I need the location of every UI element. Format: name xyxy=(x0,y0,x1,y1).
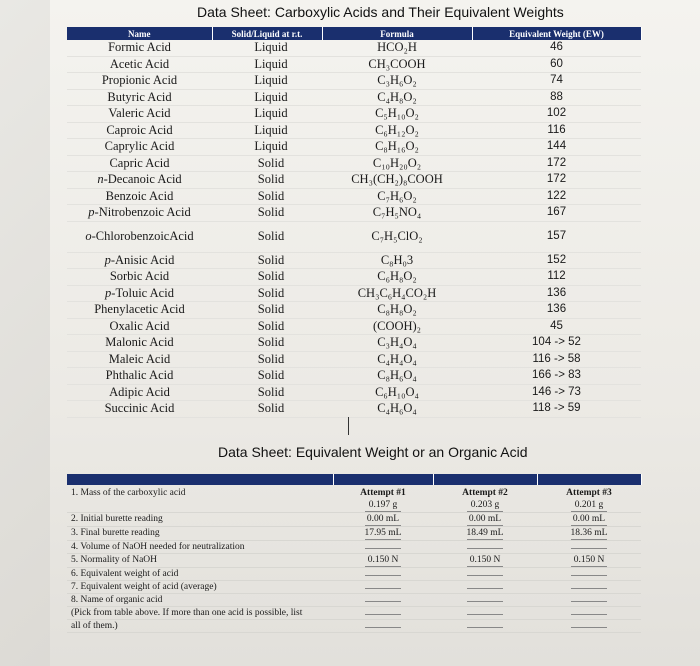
experiment-table-title: Data Sheet: Equivalent Weight or an Organic Acid xyxy=(218,444,528,460)
acid-formula: C₄H₄O₄ xyxy=(322,351,472,368)
acid-ew: 172 xyxy=(472,155,641,172)
attempt-2-cell[interactable] xyxy=(433,568,537,581)
experiment-label: 4. Volume of NaOH needed for neutralization xyxy=(67,541,333,554)
experiment-label: all of them.) xyxy=(67,620,333,633)
attempt-value: 17.95 mL xyxy=(364,528,402,538)
header-formula: Formula xyxy=(322,27,472,40)
acid-row xyxy=(67,221,641,252)
acid-state: Solid xyxy=(212,318,322,335)
acid-ew: 60 xyxy=(472,56,641,73)
acid-name: Adipic Acid xyxy=(67,384,212,401)
attempt-value xyxy=(467,614,503,615)
acid-row xyxy=(67,40,641,56)
acid-formula: C₈H₀3 xyxy=(322,252,472,269)
acid-row xyxy=(67,188,641,205)
acid-name: Succinic Acid xyxy=(67,401,212,418)
acid-row xyxy=(67,155,641,172)
acid-table-header xyxy=(67,27,641,40)
experiment-label: 7. Equivalent weight of acid (average) xyxy=(67,581,333,594)
attempt-3-cell[interactable] xyxy=(537,620,641,633)
attempt-2-cell[interactable] xyxy=(433,541,537,554)
acid-ew: 104 -> 52 xyxy=(472,335,641,352)
acid-name: Phthalic Acid xyxy=(67,368,212,385)
acid-ew: 172 xyxy=(472,172,641,189)
attempt-1-cell[interactable] xyxy=(333,607,433,620)
experiment-row xyxy=(67,513,641,527)
acid-row xyxy=(67,172,641,189)
experiment-label: 6. Equivalent weight of acid xyxy=(67,568,333,581)
attempt-value: 0.00 mL xyxy=(366,514,400,524)
attempt-value xyxy=(467,627,503,628)
attempt-2-cell[interactable] xyxy=(433,594,537,607)
acid-state: Solid xyxy=(212,302,322,319)
acid-formula: C₆H₁₀O₄ xyxy=(322,384,472,401)
attempt-value: 0.150 N xyxy=(571,554,607,567)
experiment-row xyxy=(67,554,641,568)
acid-ew: 116 -> 58 xyxy=(472,351,641,368)
acid-ew: 45 xyxy=(472,318,641,335)
acid-row xyxy=(67,122,641,139)
attempt-3-cell[interactable] xyxy=(537,513,641,527)
attempt-3-cell[interactable] xyxy=(537,607,641,620)
acid-formula: C₈H₆O₄ xyxy=(322,368,472,385)
acid-ew: 136 xyxy=(472,285,641,302)
acid-state: Liquid xyxy=(212,106,322,123)
acid-state: Liquid xyxy=(212,89,322,106)
acid-name: Acetic Acid xyxy=(67,56,212,73)
attempt-value xyxy=(365,575,401,576)
attempt-value: 0.150 N xyxy=(365,554,401,567)
experiment-row xyxy=(67,607,641,620)
attempt-value: 0.203 g xyxy=(467,499,503,512)
attempt-3-cell[interactable] xyxy=(537,541,641,554)
attempt-1-header: Attempt #1 xyxy=(360,488,406,498)
attempt-value: 18.36 mL xyxy=(570,528,608,538)
acid-state: Solid xyxy=(212,401,322,418)
acid-state: Liquid xyxy=(212,73,322,90)
acid-name: Capric Acid xyxy=(67,155,212,172)
attempt-value xyxy=(467,548,503,549)
acid-state: Liquid xyxy=(212,122,322,139)
attempt-3-cell[interactable] xyxy=(537,581,641,594)
attempt-1-cell[interactable] xyxy=(333,620,433,633)
acid-ew: 146 -> 73 xyxy=(472,384,641,401)
experiment-row xyxy=(67,485,641,513)
acid-state: Solid xyxy=(212,285,322,302)
acid-state: Solid xyxy=(212,188,322,205)
attempt-3-cell[interactable] xyxy=(537,568,641,581)
acid-ew: 167 xyxy=(472,205,641,222)
attempt-value xyxy=(571,627,607,628)
attempt-3-cell[interactable] xyxy=(537,594,641,607)
header-state: Solid/Liquid at r.t. xyxy=(212,27,322,40)
acid-formula: C₄H₆O₄ xyxy=(322,401,472,418)
attempt-2-cell[interactable] xyxy=(433,527,537,541)
acid-formula: C₆H₁₂O₂ xyxy=(322,122,472,139)
acid-row xyxy=(67,351,641,368)
acid-name: Benzoic Acid xyxy=(67,188,212,205)
acid-formula: C₃H₆O₂ xyxy=(322,73,472,90)
attempt-3-cell[interactable] xyxy=(537,527,641,541)
acid-ew: 112 xyxy=(472,269,641,286)
acid-formula: C₈H₈O₂ xyxy=(322,302,472,319)
acid-ew: 118 -> 59 xyxy=(472,401,641,418)
acid-formula: C₇H₆O₂ xyxy=(322,188,472,205)
acid-formula: CH₃(CH₂)₈COOH xyxy=(322,172,472,189)
attempt-3-header: Attempt #3 xyxy=(566,488,612,498)
attempt-value xyxy=(365,588,401,589)
acid-formula: (COOH)₂ xyxy=(322,318,472,335)
acid-row xyxy=(67,285,641,302)
acid-name: Formic Acid xyxy=(67,40,212,56)
acid-name: Valeric Acid xyxy=(67,106,212,123)
attempt-value xyxy=(365,627,401,628)
acid-row xyxy=(67,401,641,418)
experiment-row xyxy=(67,581,641,594)
attempt-value xyxy=(365,548,401,549)
acid-state: Solid xyxy=(212,221,322,252)
acid-state: Liquid xyxy=(212,139,322,156)
acid-name: p-Toluic Acid xyxy=(67,285,212,302)
attempt-2-cell[interactable] xyxy=(433,513,537,527)
acid-state: Solid xyxy=(212,351,322,368)
header-name: Name xyxy=(67,27,212,40)
experiment-row xyxy=(67,620,641,633)
header-ew: Equivalent Weight (EW) xyxy=(472,27,641,40)
experiment-label: 2. Initial burette reading xyxy=(67,513,333,527)
attempt-value xyxy=(365,601,401,602)
experiment-row xyxy=(67,594,641,607)
acid-formula: C₃H₄O₄ xyxy=(322,335,472,352)
acid-row xyxy=(67,269,641,286)
attempt-value: 0.197 g xyxy=(365,499,401,512)
acid-name: Butyric Acid xyxy=(67,89,212,106)
acid-formula: CH₃COOH xyxy=(322,56,472,73)
acid-row xyxy=(67,335,641,352)
acid-row xyxy=(67,318,641,335)
attempt-1-cell[interactable] xyxy=(333,485,433,513)
acid-state: Liquid xyxy=(212,40,322,56)
acid-state: Solid xyxy=(212,205,322,222)
acid-table xyxy=(67,27,642,418)
acid-ew: 144 xyxy=(472,139,641,156)
acid-row xyxy=(67,56,641,73)
acid-row xyxy=(67,368,641,385)
attempt-2-header: Attempt #2 xyxy=(462,488,508,498)
acid-name: Phenylacetic Acid xyxy=(67,302,212,319)
acid-name: Caprylic Acid xyxy=(67,139,212,156)
acid-name: p-Anisic Acid xyxy=(67,252,212,269)
attempt-1-cell[interactable] xyxy=(333,513,433,527)
acid-row xyxy=(67,205,641,222)
experiment-label: 5. Normality of NaOH xyxy=(67,554,333,568)
acid-ew: 46 xyxy=(472,40,641,56)
acid-name: o-ChlorobenzoicAcid xyxy=(67,221,212,252)
acid-row xyxy=(67,139,641,156)
acid-state: Liquid xyxy=(212,56,322,73)
acid-ew: 122 xyxy=(472,188,641,205)
acid-ew: 116 xyxy=(472,122,641,139)
acid-formula: C₄H₈O₂ xyxy=(322,89,472,106)
acid-ew: 136 xyxy=(472,302,641,319)
acid-name: p-Nitrobenzoic Acid xyxy=(67,205,212,222)
attempt-value: 0.201 g xyxy=(571,499,607,512)
acid-ew: 102 xyxy=(472,106,641,123)
experiment-table-header-bar xyxy=(67,474,641,485)
experiment-row xyxy=(67,541,641,554)
acid-name: n-Decanoic Acid xyxy=(67,172,212,189)
acid-row xyxy=(67,302,641,319)
acid-state: Solid xyxy=(212,172,322,189)
acid-state: Solid xyxy=(212,335,322,352)
attempt-value: 0.150 N xyxy=(467,554,503,567)
acid-formula: C₇H₅NO₄ xyxy=(322,205,472,222)
attempt-value xyxy=(467,588,503,589)
attempt-value xyxy=(571,588,607,589)
attempt-3-cell[interactable] xyxy=(537,554,641,568)
acid-formula: C₅H₁₀O₂ xyxy=(322,106,472,123)
acid-state: Solid xyxy=(212,384,322,401)
acid-formula: C₈H₁₆O₂ xyxy=(322,139,472,156)
experiment-label: 3. Final burette reading xyxy=(67,527,333,541)
acid-ew: 74 xyxy=(472,73,641,90)
acid-ew: 157 xyxy=(472,221,641,252)
acid-name: Caproic Acid xyxy=(67,122,212,139)
acid-ew: 152 xyxy=(472,252,641,269)
attempt-1-cell[interactable] xyxy=(333,541,433,554)
attempt-value xyxy=(467,601,503,602)
attempt-1-cell[interactable] xyxy=(333,594,433,607)
experiment-table xyxy=(67,474,642,633)
attempt-value: 0.00 mL xyxy=(572,514,606,524)
text-cursor xyxy=(348,417,349,435)
acid-row xyxy=(67,73,641,90)
acid-formula: CH₃C₆H₄CO₂H xyxy=(322,285,472,302)
attempt-2-cell[interactable] xyxy=(433,607,537,620)
experiment-label: (Pick from table above. If more than one acid is possible, list xyxy=(67,607,333,620)
attempt-value xyxy=(571,601,607,602)
attempt-value xyxy=(571,548,607,549)
acid-state: Solid xyxy=(212,269,322,286)
acid-formula: HCO₂H xyxy=(322,40,472,56)
experiment-row xyxy=(67,568,641,581)
acid-formula: C₇H₅ClO₂ xyxy=(322,221,472,252)
acid-row xyxy=(67,252,641,269)
acid-name: Malonic Acid xyxy=(67,335,212,352)
acid-row xyxy=(67,384,641,401)
acid-state: Solid xyxy=(212,155,322,172)
attempt-value xyxy=(467,575,503,576)
experiment-label: 1. Mass of the carboxylic acid xyxy=(67,485,333,513)
attempt-2-cell[interactable] xyxy=(433,554,537,568)
acid-row xyxy=(67,106,641,123)
attempt-2-cell[interactable] xyxy=(433,485,537,513)
attempt-value xyxy=(365,614,401,615)
acid-table-title: Data Sheet: Carboxylic Acids and Their Equivalent Weights xyxy=(197,4,564,20)
experiment-row xyxy=(67,527,641,541)
attempt-1-cell[interactable] xyxy=(333,527,433,541)
acid-name: Maleic Acid xyxy=(67,351,212,368)
acid-row xyxy=(67,89,641,106)
acid-ew: 166 -> 83 xyxy=(472,368,641,385)
acid-formula: C₆H₈O₂ xyxy=(322,269,472,286)
attempt-1-cell[interactable] xyxy=(333,581,433,594)
attempt-3-cell[interactable] xyxy=(537,485,641,513)
experiment-label: 8. Name of organic acid xyxy=(67,594,333,607)
acid-name: Propionic Acid xyxy=(67,73,212,90)
attempt-1-cell[interactable] xyxy=(333,568,433,581)
attempt-2-cell[interactable] xyxy=(433,581,537,594)
acid-formula: C₁₀H₂₀O₂ xyxy=(322,155,472,172)
attempt-2-cell[interactable] xyxy=(433,620,537,633)
acid-ew: 88 xyxy=(472,89,641,106)
acid-name: Sorbic Acid xyxy=(67,269,212,286)
attempt-value xyxy=(571,575,607,576)
acid-state: Solid xyxy=(212,368,322,385)
attempt-value xyxy=(571,614,607,615)
acid-state: Solid xyxy=(212,252,322,269)
attempt-value: 0.00 mL xyxy=(468,514,502,524)
attempt-value: 18.49 mL xyxy=(466,528,504,538)
attempt-1-cell[interactable] xyxy=(333,554,433,568)
acid-name: Oxalic Acid xyxy=(67,318,212,335)
